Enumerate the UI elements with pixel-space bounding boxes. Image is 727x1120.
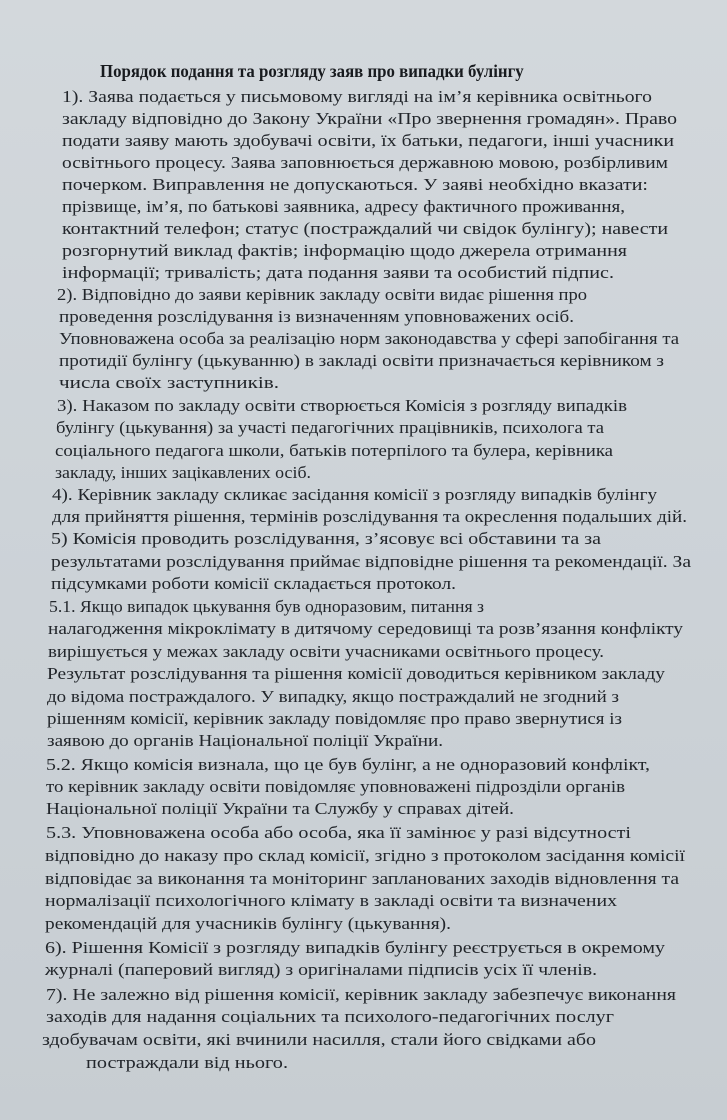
document-line-14: числа своїх заступників. (59, 373, 280, 392)
document-line-7: контактний телефон; статус (постраждалий чи свідок булінгу); навести (62, 219, 669, 238)
document-line-3: подати заяву мають здобувачі освіти, їх батьки, педагоги, інші учасники (62, 131, 675, 150)
document-line-19: 4). Керівник закладу скликає засідання комісії з розгляду випадків булінгу (52, 485, 658, 504)
document-line-17: соціального педагога школи, батьків потерпілого та булера, керівника (55, 441, 614, 460)
document-line-5: почерком. Виправлення не допускаються. У заяві необхідно вказати: (62, 175, 648, 194)
document-line-38: рекомендацій для учасників булінгу (цькування). (45, 914, 451, 933)
document-line-6: прізвище, ім’я, по батькові заявника, адресу фактичного проживання, (62, 197, 625, 216)
document-line-25: налагодження мікроклімату в дитячому середовищі та розв’язання конфлікту (48, 619, 684, 638)
document-line-1: 1). Заява подається у письмовому вигляді на ім’я керівника освітнього (62, 87, 652, 106)
document-line-9: інформації; тривалість; дата подання заяви та особистий підпис. (62, 263, 615, 282)
document-line-29: рішенням комісії, керівник закладу повідомляє про право звернутися із (47, 709, 622, 728)
document-line-40: журналі (паперовий вигляд) з оригіналами підписів усіх її членів. (45, 960, 598, 979)
document-line-16: булінгу (цькування) за участі педагогічних працівників, психолога та (56, 418, 604, 437)
document-line-41: 7). Не залежно від рішення комісії, керівник закладу забезпечує виконання (46, 985, 677, 1004)
document-line-23: підсумками роботи комісії складається протокол. (51, 574, 456, 593)
document-line-12: Уповноважена особа за реалізацію норм законодавства у сфері запобігання та (59, 329, 680, 348)
document-line-27: Результат розслідування та рішення комісії доводиться керівником закладу (47, 664, 665, 683)
document-line-33: Національної поліції України та Службу у справах дітей. (46, 799, 514, 818)
document-line-35: відповідно до наказу про склад комісії, згідно з протоколом засідання комісії (45, 846, 685, 865)
document-line-20: для прийняття рішення, термінів розслідування та окреслення подальших дій. (52, 507, 688, 526)
document-line-4: освітнього процесу. Заява заповнюється державною мовою, розбірливим (62, 153, 668, 172)
document-line-2: закладу відповідно до Закону України «Про звернення громадян». Право (62, 109, 678, 128)
document-line-39: 6). Рішення Комісії з розгляду випадків булінгу реєструється в окремому (45, 938, 666, 957)
document-line-44: постраждали від нього. (86, 1053, 289, 1072)
document-line-42: заходів для надання соціальних та психолого-педагогічних послуг (46, 1007, 614, 1026)
document-line-18: закладу, інших зацікавлених осіб. (55, 463, 312, 482)
document-line-37: нормалізації психологічного клімату в закладі освіти та визначених (45, 891, 618, 910)
document-line-31: 5.2. Якщо комісія визнала, що це був булінг, а не одноразовий конфлікт, (46, 755, 651, 774)
document-line-28: до відома постраждалого. У випадку, якщо постраждалий не згодний з (47, 687, 619, 706)
document-line-13: протидії булінгу (цькуванню) в закладі освіти призначається керівником з (59, 351, 665, 370)
document-line-43: здобувачам освіти, які вчинили насилля, стали його свідками або (42, 1030, 597, 1049)
document-line-22: результатами розслідування приймає відповідне рішення та рекомендації. За (51, 552, 692, 571)
document-line-30: заявою до органів Національної поліції України. (47, 731, 444, 750)
document-line-15: 3). Наказом по закладу освіти створюється Комісія з розгляду випадків (57, 396, 627, 415)
document-line-8: розгорнутий виклад фактів; інформацію щодо джерела отримання (62, 241, 628, 260)
document-line-11: проведення розслідування із визначенням уповноважених осіб. (59, 307, 574, 326)
document-line-24: 5.1. Якщо випадок цькування був одноразовим, питання з (49, 597, 484, 616)
document-line-21: 5) Комісія проводить розслідування, з’ясовує всі обставини та за (51, 529, 601, 548)
document-line-34: 5.3. Уповноважена особа або особа, яка її замінює у разі відсутності (46, 823, 631, 842)
document-line-26: вирішується у межах закладу освіти учасниками освітнього процесу. (48, 642, 604, 661)
document-title: Порядок подання та розгляду заяв про випадки булінгу (100, 61, 524, 81)
document-line-32: то керівник закладу освіти повідомляє уповноважені підрозділи органів (46, 777, 626, 796)
document-line-36: відповідає за виконання та моніторинг запланованих заходів відновлення та (45, 869, 680, 888)
document-line-10: 2). Відповідно до заяви керівник закладу освіти видає рішення про (57, 285, 588, 304)
